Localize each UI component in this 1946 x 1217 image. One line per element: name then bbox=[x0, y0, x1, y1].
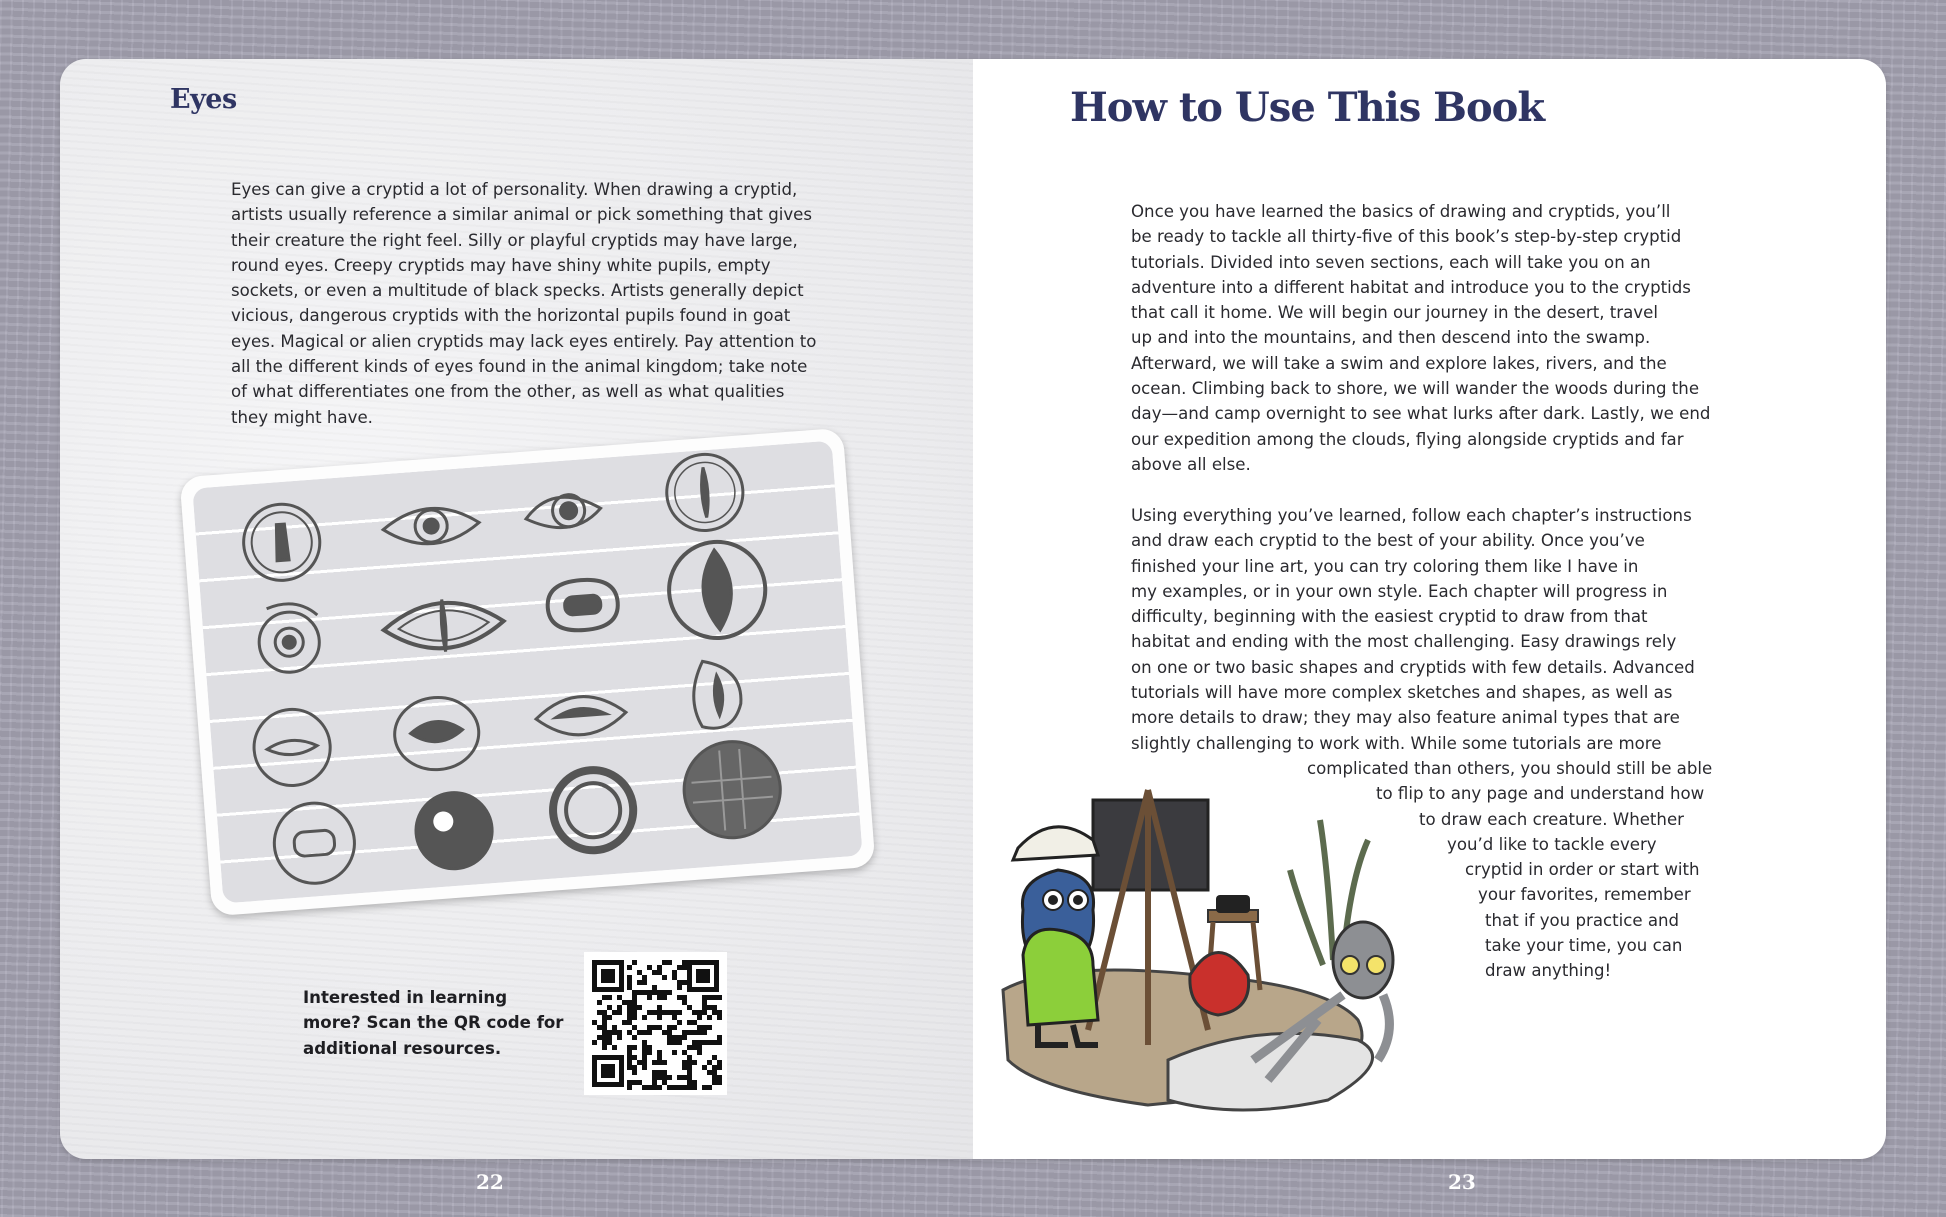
text-line: that call it home. We will begin our journey in the desert, travel bbox=[1131, 303, 1658, 323]
how-to-use-heading: How to Use This Book bbox=[1070, 84, 1545, 131]
text-line: habitat and ending with the most challenging. Easy drawings rely bbox=[1131, 632, 1677, 652]
text-line: Afterward, we will take a swim and explore lakes, rivers, and the bbox=[1131, 353, 1667, 373]
how-to-use-paragraph-1 bbox=[1131, 199, 1710, 477]
eye-drawing bbox=[392, 694, 481, 772]
qr-code[interactable] bbox=[584, 952, 727, 1095]
text-line: ocean. Climbing back to shore, we will wander the woods during the bbox=[1131, 379, 1700, 399]
text-line: Using everything you’ve learned, follow each chapter’s instructions bbox=[1131, 506, 1692, 525]
text-line: complicated than others, you should still be able bbox=[1307, 758, 1713, 778]
qr-caption bbox=[303, 985, 573, 1061]
qr-code-icon bbox=[584, 952, 727, 1095]
eye-drawing bbox=[256, 602, 321, 675]
text-line: slightly challenging to work with. While some tutorials are more bbox=[1131, 733, 1662, 753]
text-line: tutorials will have more complex sketches and shapes, as well as bbox=[1131, 683, 1673, 703]
text-line: Interested in learning bbox=[303, 988, 508, 1007]
text-line: day—and camp overnight to see what lurks after dark. Lastly, we end bbox=[1131, 404, 1711, 424]
page-number-left: 22 bbox=[476, 1170, 504, 1194]
page-number-right: 23 bbox=[1448, 1170, 1476, 1194]
eye-drawings bbox=[192, 441, 862, 904]
eye-types-illustration bbox=[179, 428, 875, 917]
eye-drawing bbox=[241, 502, 323, 584]
text-line: of what differentiates one from the other, as well as what qualities bbox=[231, 382, 785, 402]
cryptid-artist-illustration bbox=[998, 760, 1468, 1125]
text-line: that if you practice and bbox=[1485, 910, 1680, 930]
eyes-heading: Eyes bbox=[170, 84, 237, 115]
text-line: finished your line art, you can try coloring them like I have in bbox=[1131, 556, 1639, 576]
eye-drawing bbox=[691, 659, 743, 730]
eye-drawing bbox=[382, 505, 481, 547]
eye-drawing bbox=[546, 577, 620, 632]
text-line: more? Scan the QR code for bbox=[303, 1013, 564, 1033]
text-line: to draw each creature. Whether bbox=[1419, 809, 1684, 829]
eye-drawing bbox=[666, 538, 769, 641]
eye-drawing bbox=[550, 767, 636, 853]
text-line: my examples, or in your own style. Each chapter will progress in bbox=[1131, 581, 1668, 601]
text-line: your favorites, remember bbox=[1478, 885, 1691, 905]
text-line: tutorials. Divided into seven sections, each will take you on an bbox=[1131, 252, 1651, 272]
text-line: to flip to any page and understand how bbox=[1376, 784, 1705, 804]
text-line: they might have. bbox=[231, 407, 373, 427]
text-line: cryptid in order or start with bbox=[1465, 860, 1700, 880]
text-line: artists usually reference a similar animal or pick something that gives bbox=[231, 205, 813, 225]
eye-drawing bbox=[251, 707, 333, 789]
text-line: more details to draw; they may also feature animal types that are bbox=[1131, 708, 1680, 728]
text-line: you’d like to tackle every bbox=[1447, 834, 1657, 854]
text-line: sockets, or even a multitude of black specks. Artists generally depict bbox=[231, 281, 804, 301]
eye-drawing bbox=[271, 800, 357, 886]
text-line: Once you have learned the basics of drawing and cryptids, you’ll bbox=[1131, 202, 1671, 221]
text-line: eyes. Magical or alien cryptids may lack eyes entirely. Pay attention to bbox=[231, 331, 817, 351]
text-line: draw anything! bbox=[1485, 961, 1612, 981]
eye-drawing bbox=[535, 693, 628, 738]
text-line: adventure into a different habitat and introduce you to the cryptids bbox=[1131, 277, 1691, 297]
text-line: above all else. bbox=[1131, 454, 1251, 474]
text-line: take your time, you can bbox=[1485, 936, 1683, 956]
eyes-body-text bbox=[231, 177, 816, 430]
eye-drawing bbox=[413, 790, 495, 872]
eye-drawing bbox=[664, 452, 746, 534]
text-line: Eyes can give a cryptid a lot of personality. When drawing a cryptid, bbox=[231, 180, 798, 199]
eye-drawing bbox=[382, 595, 506, 656]
text-line: be ready to tackle all thirty-five of this book’s step-by-step cryptid bbox=[1131, 227, 1682, 247]
eye-drawing bbox=[524, 492, 601, 530]
text-line: our expedition among the clouds, flying alongside cryptids and far bbox=[1131, 429, 1684, 449]
text-line: on one or two basic shapes and cryptids with few details. Advanced bbox=[1131, 657, 1695, 677]
text-line: and draw each cryptid to the best of your ability. Once you’ve bbox=[1131, 531, 1645, 551]
text-line: round eyes. Creepy cryptids may have shiny white pupils, empty bbox=[231, 255, 771, 275]
text-line: their creature the right feel. Silly or playful cryptids may have large, bbox=[231, 230, 798, 250]
text-line: vicious, dangerous cryptids with the horizontal pupils found in goat bbox=[231, 306, 791, 326]
text-line: difficulty, beginning with the easiest cryptid to draw from that bbox=[1131, 607, 1648, 627]
text-line: additional resources. bbox=[303, 1038, 502, 1058]
eye-drawing bbox=[681, 738, 784, 841]
text-line: all the different kinds of eyes found in the animal kingdom; take note bbox=[231, 357, 808, 377]
text-line: up and into the mountains, and then descend into the swamp. bbox=[1131, 328, 1651, 348]
